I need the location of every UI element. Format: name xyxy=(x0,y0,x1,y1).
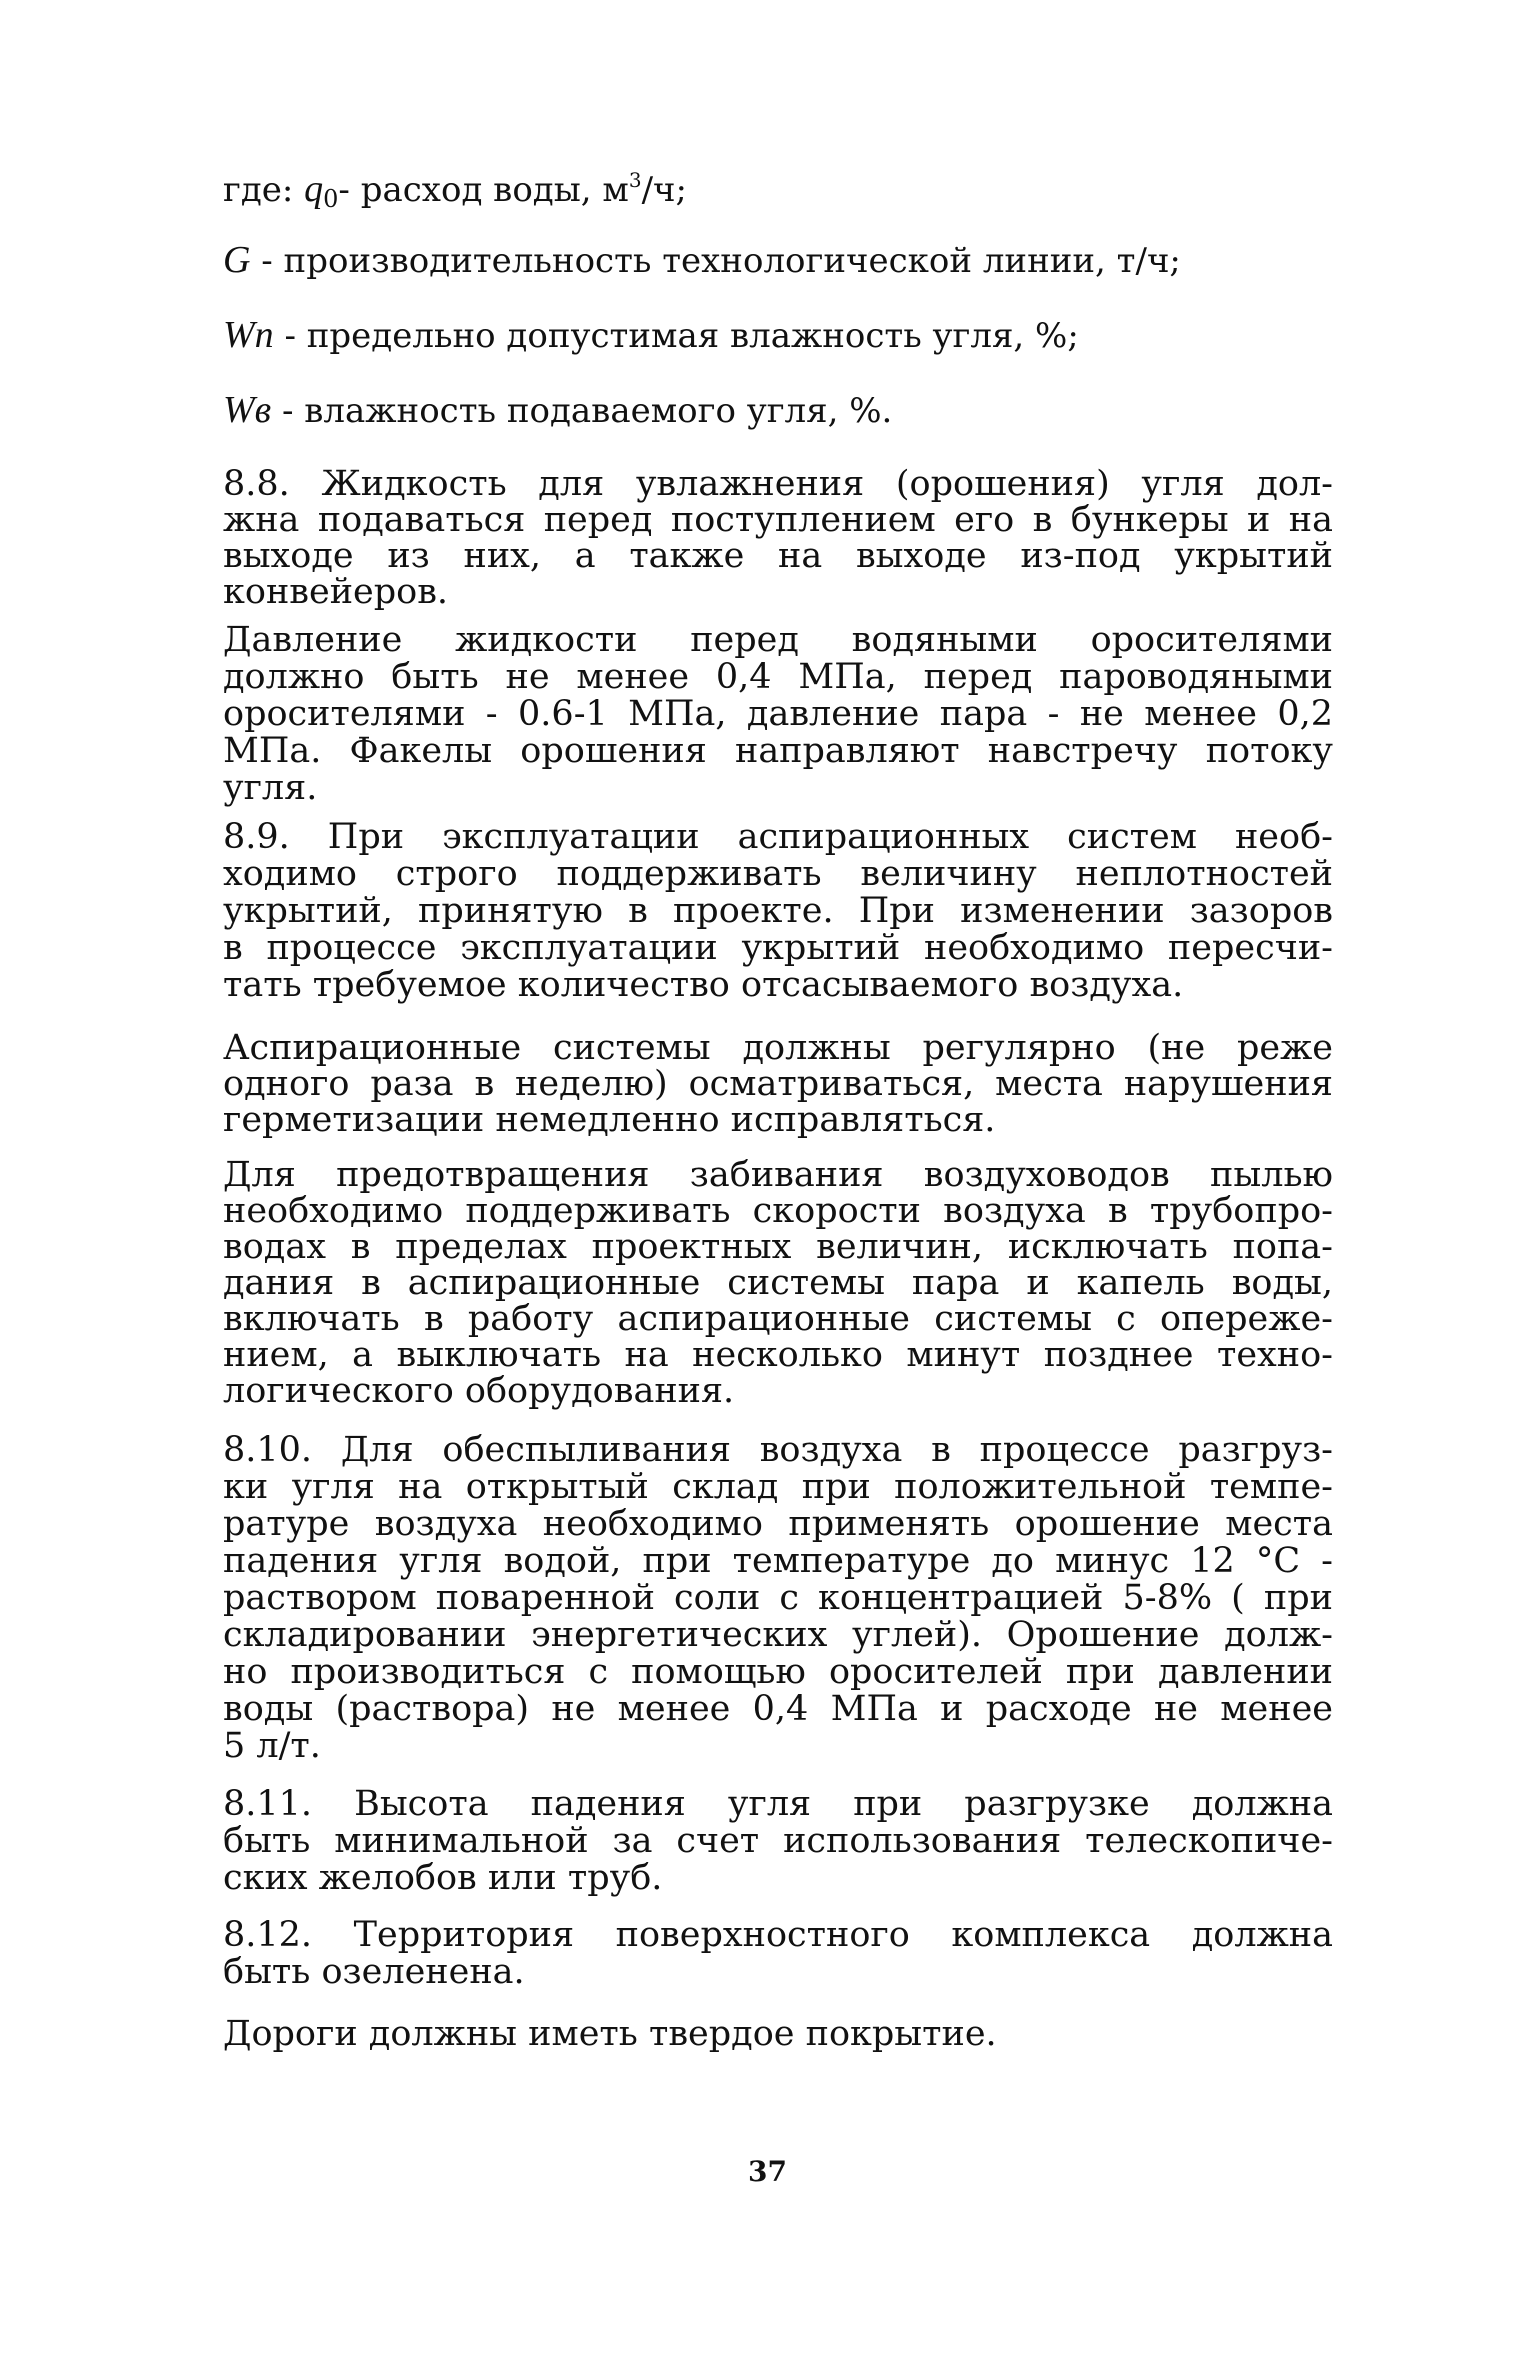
text-line: одного раза в неделю) осматриваться, места нарушения xyxy=(223,1064,1333,1104)
text-line: должно быть не менее 0,4 МПа, перед пароводяными xyxy=(223,657,1333,697)
text-line: раствором поваренной соли с концентрацией 5-8% ( при xyxy=(223,1578,1333,1618)
text-line: ки угля на открытый склад при положительной темпе- xyxy=(223,1467,1333,1507)
definition-wv: Wв - влажность подаваемого угля, %. xyxy=(223,389,893,431)
text-line: складировании энергетических углей). Орошение долж- xyxy=(223,1615,1333,1655)
text-line: водах в пределах проектных величин, исключать попа- xyxy=(223,1227,1333,1267)
text-line: быть озеленена. xyxy=(223,1952,525,1992)
text-line: герметизации немедленно исправляться. xyxy=(223,1100,996,1140)
text-line: Аспирационные системы должны регулярно (не реже xyxy=(223,1028,1333,1068)
text-line: ходимо строго поддерживать величину неплотностей xyxy=(223,854,1333,894)
text-line: 5 л/т. xyxy=(223,1726,321,1766)
definition-q0: где: $q_0-$ расход воды, $м^3/ч$; xyxy=(223,168,687,213)
text-line: выходе из них, а также на выходе из-под укрытий xyxy=(223,536,1333,576)
text-line: Дороги должны иметь твердое покрытие. xyxy=(223,2014,997,2054)
text-line: 8.9. При эксплуатации аспирационных систем необ- xyxy=(223,817,1333,857)
text-line: Для предотвращения забивания воздуховодов пылью xyxy=(223,1155,1333,1195)
definition-g: G - производительность технологической линии, т/ч; xyxy=(223,239,1181,281)
text-line: дания в аспирационные системы пара и капель воды, xyxy=(223,1263,1333,1303)
text-line: в процессе эксплуатации укрытий необходимо пересчи- xyxy=(223,928,1333,968)
text-line: логического оборудования. xyxy=(223,1371,735,1411)
text-line: тать требуемое количество отсасываемого воздуха. xyxy=(223,965,1184,1005)
text-line: включать в работу аспирационные системы с опереже- xyxy=(223,1299,1333,1339)
symbol-q: q xyxy=(304,168,324,210)
text-line: укрытий, принятую в проекте. При изменении зазоров xyxy=(223,891,1333,931)
text-line: но производиться с помощью оросителей при давлении xyxy=(223,1652,1333,1692)
text-line: быть минимальной за счет использования телескопиче- xyxy=(223,1821,1333,1861)
text-line: угля. xyxy=(223,768,318,808)
text-line: 8.12. Территория поверхностного комплекса должна xyxy=(223,1915,1333,1955)
text-line: 8.10. Для обеспыливания воздуха в процессе разгруз- xyxy=(223,1430,1333,1470)
text-line: падения угля водой, при температуре до минус 12 °С - xyxy=(223,1541,1333,1581)
text-line: ских желобов или труб. xyxy=(223,1858,663,1898)
page-number: 37 xyxy=(748,2155,787,2188)
text-line: МПа. Факелы орошения направляют навстречу потоку xyxy=(223,731,1333,771)
text-line: воды (раствора) не менее 0,4 МПа и расходе не менее xyxy=(223,1689,1333,1729)
text-line: Давление жидкости перед водяными оросителями xyxy=(223,620,1333,660)
text-line: 8.8. Жидкость для увлажнения (орошения) угля дол- xyxy=(223,464,1333,504)
text-line: необходимо поддерживать скорости воздуха в трубопро- xyxy=(223,1191,1333,1231)
text-line: жна подаваться перед поступлением его в бункеры и на xyxy=(223,500,1333,540)
definition-wn: Wn - предельно допустимая влажность угля, %; xyxy=(223,314,1079,356)
text-line: нием, а выключать на несколько минут позднее техно- xyxy=(223,1335,1333,1375)
text-line: ратуре воздуха необходимо применять орошение места xyxy=(223,1504,1333,1544)
text-line: конвейеров. xyxy=(223,572,449,612)
text-line: 8.11. Высота падения угля при разгрузке должна xyxy=(223,1784,1333,1824)
text-line: оросителями - 0.6-1 МПа, давление пара - не менее 0,2 xyxy=(223,694,1333,734)
